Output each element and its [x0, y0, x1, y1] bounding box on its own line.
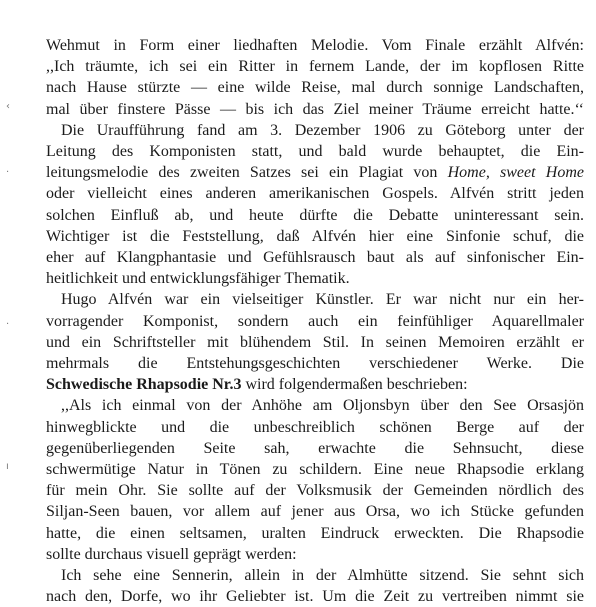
text-line: Wehmut in Form einer liedhaften Melodie. Vom Finale erzählt Alfvén:: [46, 37, 584, 54]
text-line: nach Hause stürzte — eine wilde Reise, mal durch sonnige Landschaften,: [46, 79, 584, 97]
text-line: solchen Einfluß ab, und heute dürfte die Debatte uninteressant sein.: [46, 206, 584, 224]
text-line: hatte, die einen seltsamen, uralten Eindruck erweckten. Die Rhapsodie: [46, 524, 584, 542]
text-line: mehrmals die Entstehungsgeschichten verschiedener Werke. Die: [46, 355, 584, 372]
text-line: ,,Ich träumte, ich sei ein Ritter in fernem Lande, der im kopflosen Ritte: [46, 58, 584, 76]
text-line: und ein Schriftsteller mit blühendem Stil. In seinen Memoiren erzählt er: [46, 333, 584, 351]
text-line: schwermütige Natur in Tönen zu schildern. Eine neue Rhapsodie erklang: [46, 461, 584, 478]
margin-speck: ‹: [6, 101, 10, 112]
bold-title: Schwedische Rhapsodie Nr.3: [46, 376, 242, 394]
text-line: heitlichkeit und entwicklungsfähiger Thematik.: [46, 270, 350, 288]
text-line: Die Uraufführung fand am 3. Dezember 1906 zu Göteborg unter der: [61, 121, 584, 139]
text-span: leitungsmelodie des zweiten Satzes sei ein Plagiat von: [46, 164, 448, 182]
margin-speck: ı: [6, 461, 9, 472]
text-line: hinwegblickte und die unbeschreiblich schönen Berge auf der: [46, 418, 584, 436]
text-line: mal über finstere Pässe — bis ich das Ziel meiner Träume erreicht hatte.‘‘: [46, 100, 584, 118]
text-line: Hugo Alfvén war ein vielseitiger Künstler. Er war nicht nur ein her-: [61, 291, 584, 309]
text-line: für mein Ohr. Sie sollte auf der Volksmusik der Gemeinden nördlich des: [46, 482, 584, 500]
text-line: Ich sehe eine Sennerin, allein in der Almhütte sitzend. Sie sehnt sich: [61, 567, 584, 584]
text-line: vorragender Komponist, sondern auch ein feinfühliger Aquarellmaler: [46, 312, 584, 330]
text-line: eher auf Klangphantasie und Gefühlsrausch baut als auf sinfonischer Ein-: [46, 249, 584, 266]
text-line: ,,Als ich einmal von der Anhöhe am Oljonsbyn über den See Orsasjön: [61, 397, 584, 415]
text-line: Leitung des Komponisten statt, und bald wurde behauptet, die Ein-: [46, 143, 584, 160]
margin-speck: ·: [6, 167, 10, 178]
margin-speck: ·: [6, 319, 10, 330]
text-line: oder vielleicht eines anderen amerikanischen Gospels. Alfvén stritt jeden: [46, 185, 584, 203]
text-line: Wichtiger ist die Feststellung, daß Alfvén hier eine Sinfonie schuf, die: [46, 227, 584, 245]
text-line: sollte durchaus visuell geprägt werden:: [46, 545, 297, 563]
text-line: Siljan-Seen bauen, vor allem auf jener aus Orsa, wo ich Stücke gefunden: [46, 503, 584, 521]
italic-title: Home, sweet Home: [447, 164, 584, 182]
text-line: [46, 162, 584, 183]
text-line: [46, 374, 584, 395]
text-span: wird folgendermaßen beschrieben:: [241, 376, 468, 394]
text-line: gegenüberliegenden Seite sah, erwachte die Sehnsucht, diese: [46, 439, 584, 457]
text-line: nach den, Dorfe, wo ihr Geliebter ist. Um die Zeit zu vertreiben nimmt sie: [46, 588, 584, 606]
